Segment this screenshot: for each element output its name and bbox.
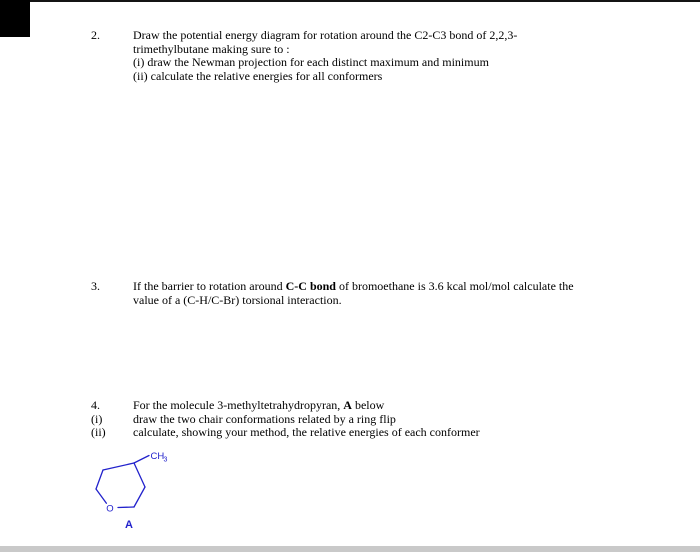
scan-artifact-bottom-band: [0, 546, 700, 552]
methyl-bond: [134, 456, 149, 464]
ring-bond-top: [103, 463, 134, 470]
question-4-item-2: calculate, showing your method, the relative energies of each conformer: [133, 425, 480, 440]
ring-bond-to-oxygen-right: [118, 507, 134, 508]
question-3-text-segment: of bromoethane is 3.6 kcal mol/mol calculate the: [335, 279, 574, 293]
question-3-text-segment: If the barrier to rotation around: [133, 279, 286, 293]
molecule-label-a: A: [125, 519, 133, 531]
oxygen-atom-label: O: [106, 503, 114, 515]
ring-bond-left: [96, 470, 103, 489]
question-3-bold-segment: C-C bond: [285, 279, 336, 293]
question-2-number: 2.: [91, 28, 100, 42]
question-4-text-segment: below: [351, 398, 385, 412]
question-3-number: 3.: [91, 279, 100, 293]
ring-bond-upper-right: [134, 463, 145, 487]
question-4-intro: [133, 399, 384, 413]
molecule-structure-3-methyltetrahydropyran: [92, 451, 204, 529]
question-4-item-2-marker: (ii): [91, 425, 106, 440]
question-4-number: 4.: [91, 398, 100, 412]
question-4: [91, 399, 651, 440]
scan-artifact-corner-block: [0, 0, 30, 37]
question-4-item-1: draw the two chair conformations related by a ring flip: [133, 411, 396, 426]
question-2-line-2: trimethylbutane making sure to :: [133, 41, 290, 56]
question-4-bold-segment: A: [343, 398, 352, 412]
question-2-line-1: Draw the potential energy diagram for rotation around the C2-C3 bond of 2,2,3-: [133, 28, 518, 42]
question-3-line-1: [133, 280, 651, 294]
question-3: [91, 280, 651, 307]
ring-bond-to-oxygen-left: [96, 489, 106, 503]
methyl-group-label: CH: [150, 451, 165, 462]
question-2: [91, 29, 651, 83]
question-2-line-3: (i) draw the Newman projection for each distinct maximum and minimum: [133, 55, 489, 70]
methyl-group-subscript: 3: [163, 456, 168, 464]
scan-artifact-top-line: [0, 0, 700, 2]
question-2-line-4: (ii) calculate the relative energies for all conformers: [133, 68, 383, 83]
ring-bond-lower-right: [134, 487, 145, 507]
question-4-text-segment: For the molecule 3-methyltetrahydropyran,: [133, 398, 344, 412]
question-4-item-1-marker: (i): [91, 411, 103, 426]
question-3-line-2: value of a (C-H/C-Br) torsional interaction.: [133, 292, 342, 307]
